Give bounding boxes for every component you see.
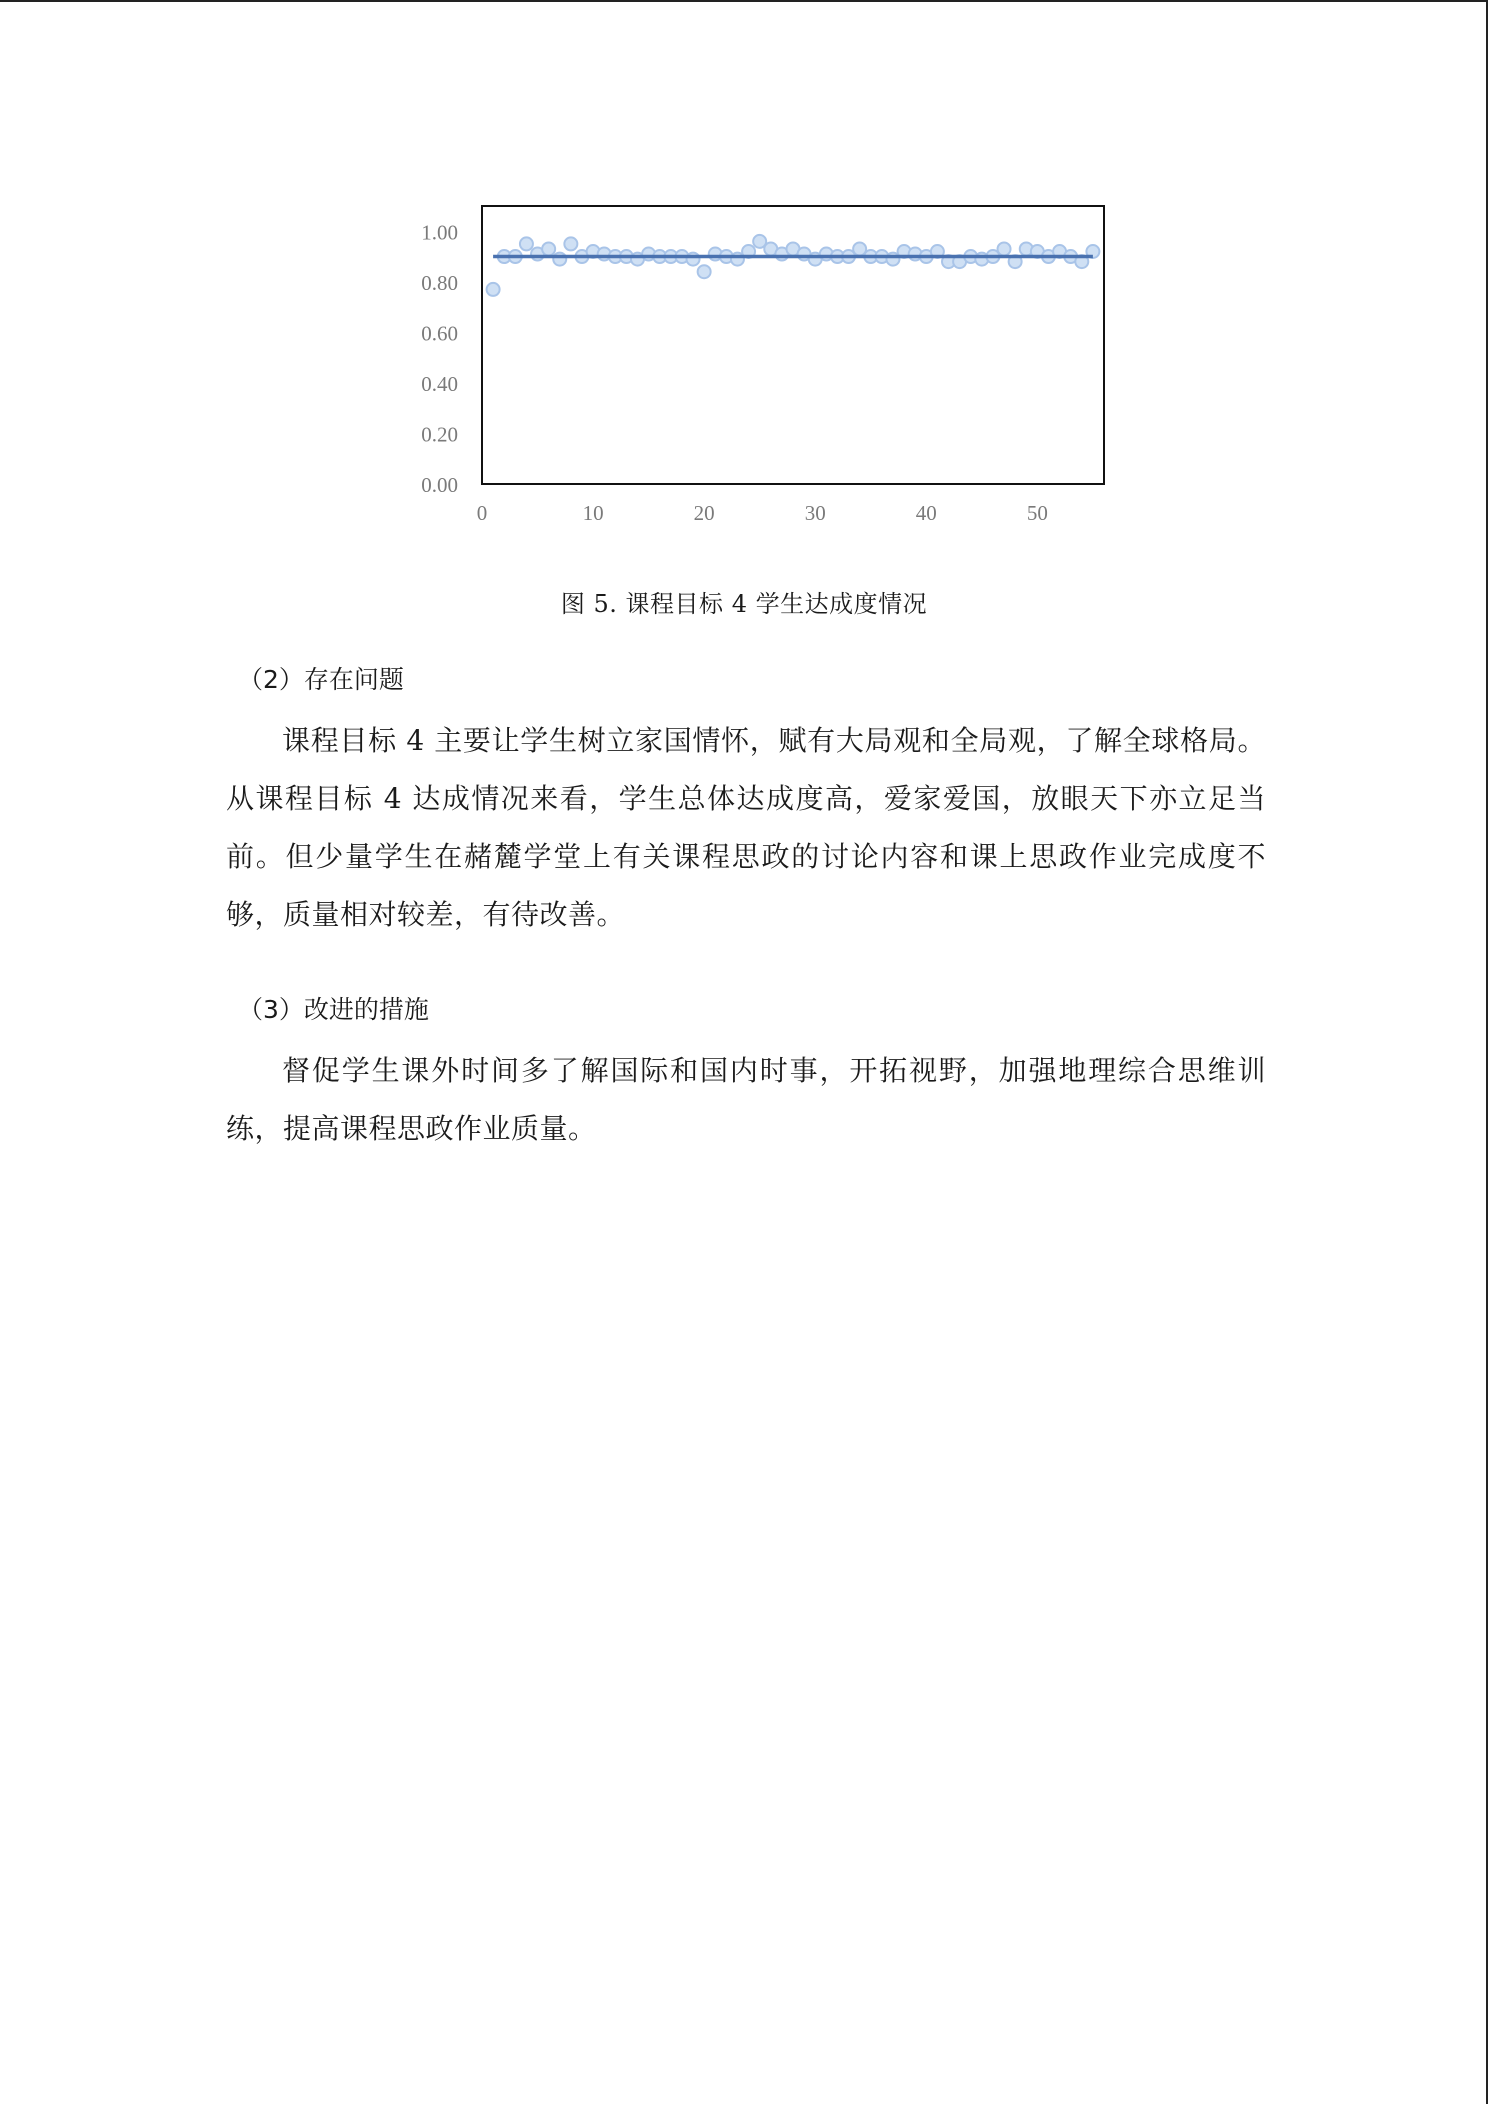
x-tick-label: 20 [693,501,715,525]
data-point [542,242,555,255]
data-point [998,242,1011,255]
x-tick-label: 50 [1026,501,1048,525]
paragraph-improvements: 督促学生课外时间多了解国际和国内时事，开拓视野，加强地理综合思维训练，提高课程思政作业质量。 [226,1054,1266,1145]
x-tick-label: 40 [915,501,937,525]
y-tick-label: 0.00 [421,473,458,497]
x-tick-label: 0 [476,501,488,525]
x-tick-label: 10 [582,501,604,525]
data-point [687,253,700,266]
data-point [553,253,566,266]
x-tick-label: 30 [804,501,826,525]
data-point [698,265,711,278]
y-tick-label: 0.40 [421,371,458,396]
y-tick-label: 0.20 [421,422,458,447]
page-border-top [0,0,1488,2]
y-tick-label: 0.60 [421,321,458,346]
achievement-scatter-chart [400,190,1120,530]
paragraph-problems: 课程目标 4 主要让学生树立家国情怀，赋有大局观和全局观，了解全球格局。从课程目标 4 达成情况来看，学生总体达成度高，爱家爱国，放眼天下亦立足当前。但少量学生在赭麓学堂上有关课程思政的讨论内容和课上思政作业完成度不够，质量相对较差，有待改善。 [226,724,1266,931]
figure-caption: 图 5. 课程目标 4 学生达成度情况 [560,590,928,618]
y-tick-label: 0.80 [421,270,458,295]
y-tick-label: 1.00 [421,220,458,245]
data-point [487,283,500,296]
section-heading-problems: （2）存在问题 [238,665,404,694]
section-heading-improvements: （3）改进的措施 [238,995,429,1024]
data-point [520,237,533,250]
data-point [564,237,577,250]
